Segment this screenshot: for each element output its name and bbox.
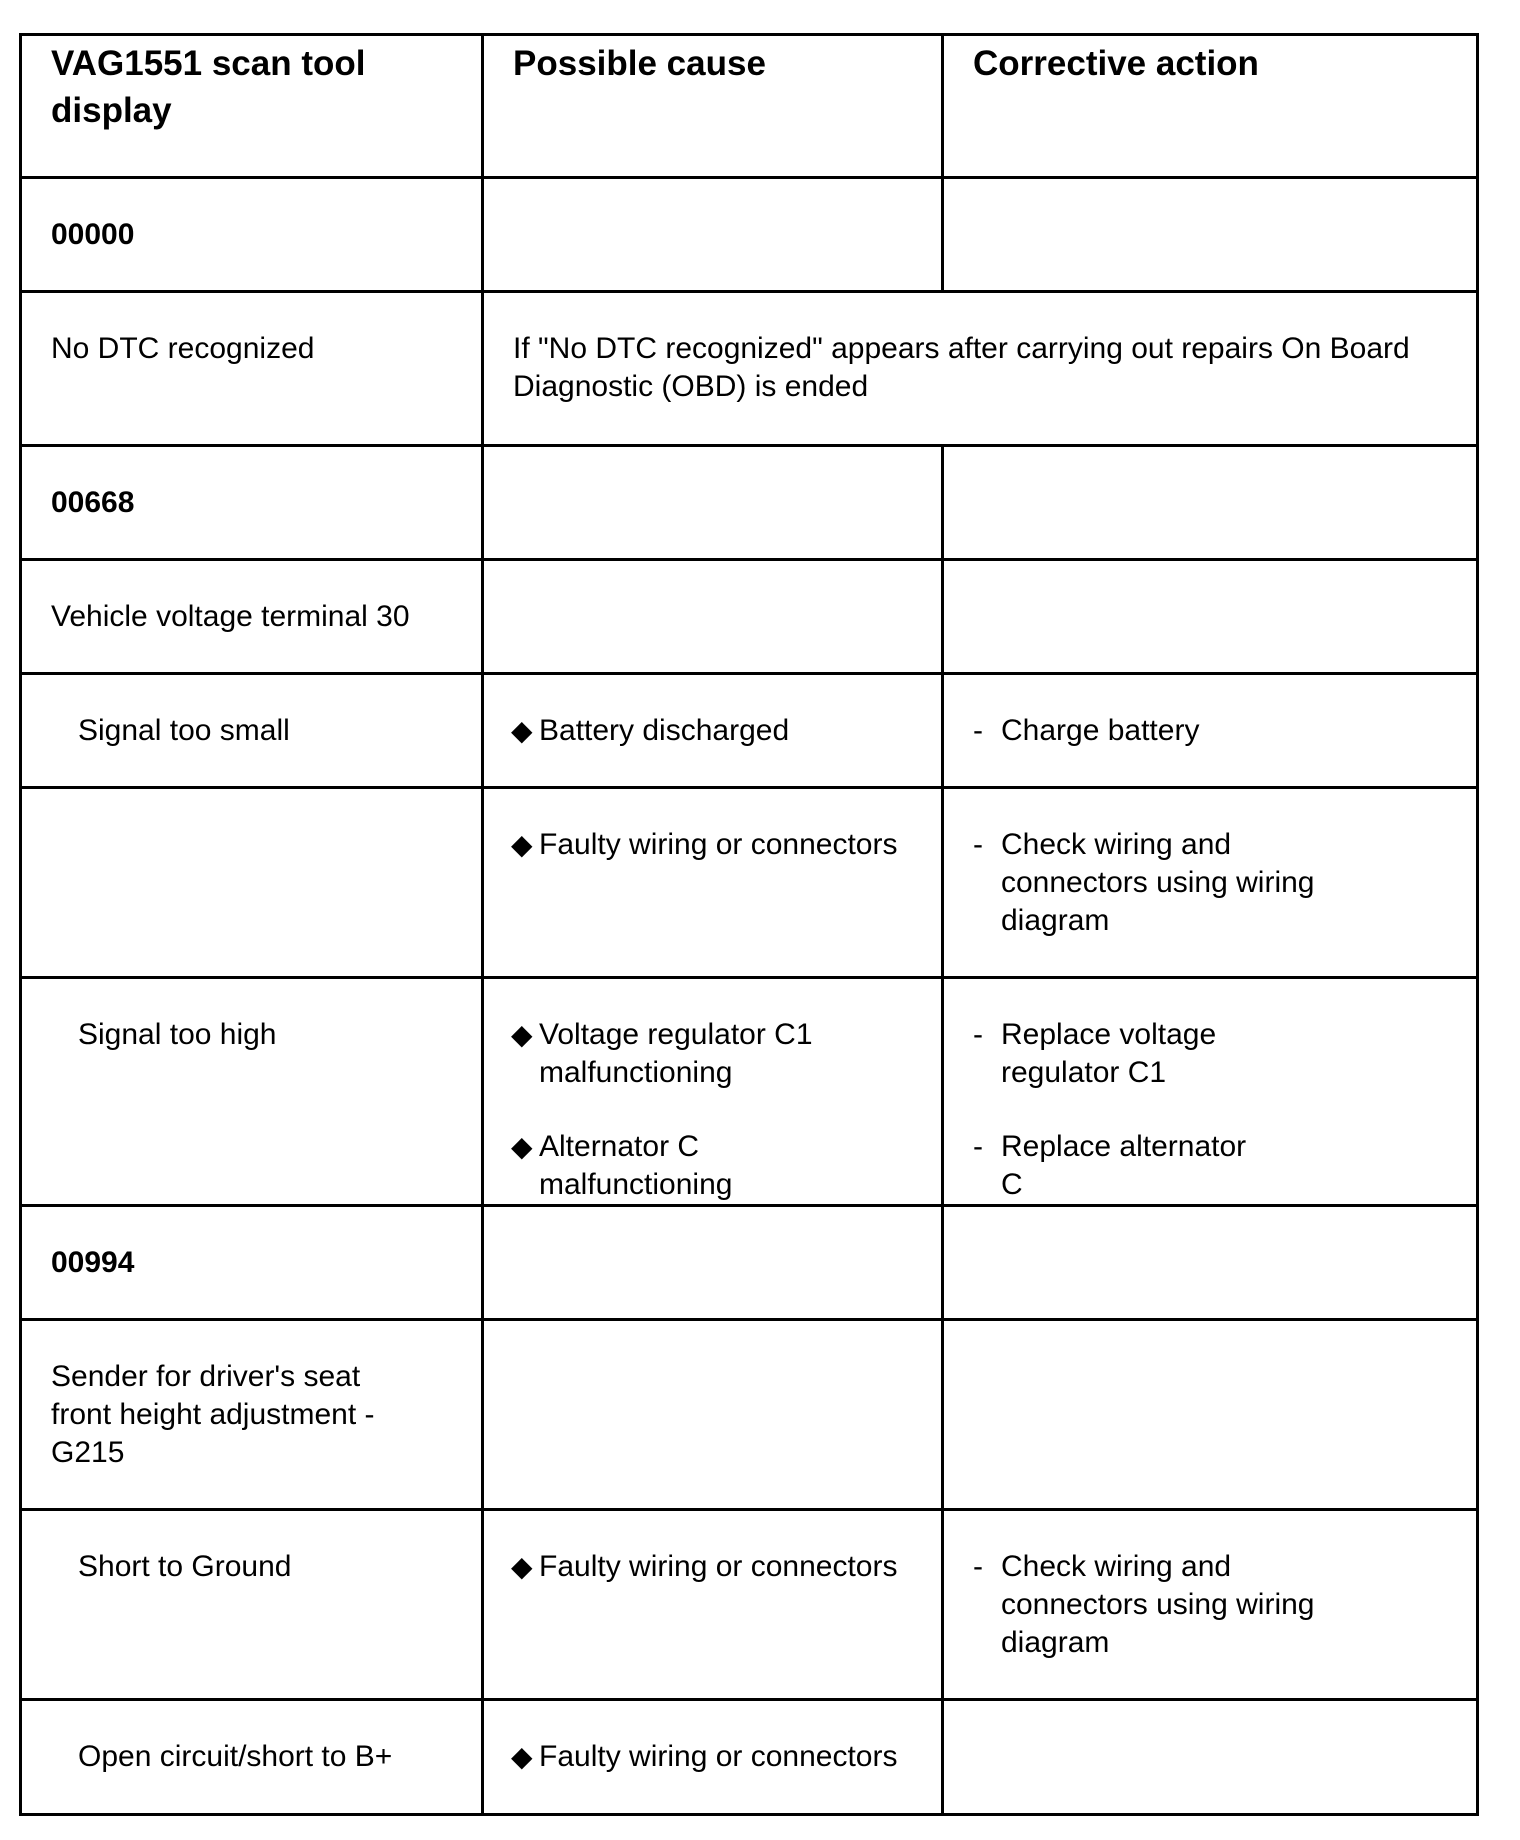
cause-cell: [483, 1700, 943, 1815]
table-row: [21, 674, 1478, 788]
action-text: Check wiring and connectors using wiring diagram: [1001, 1550, 1315, 1659]
diamond-bullet-icon: ◆: [511, 1019, 533, 1050]
display-text: Signal too high: [78, 1018, 277, 1051]
dtc-code-cell: [21, 1206, 483, 1320]
action-text: Replace voltage regulator C1: [1001, 1018, 1217, 1089]
header-col2-text: Possible cause: [513, 44, 766, 83]
table-row: [21, 178, 1478, 292]
dtc-code: 00994: [51, 1246, 135, 1279]
empty-cell: [943, 560, 1478, 674]
empty-cell: [483, 560, 943, 674]
diamond-bullet-icon: ◆: [511, 1741, 533, 1772]
dash-bullet: -: [973, 828, 983, 861]
display-cell: [21, 560, 483, 674]
empty-cell: [483, 446, 943, 560]
display-text: Open circuit/short to B+: [78, 1740, 393, 1773]
diamond-bullet-icon: ◆: [511, 1551, 533, 1582]
header-possible-cause: [483, 35, 943, 178]
table-header-row: [21, 35, 1478, 178]
dtc-code-cell: [21, 446, 483, 560]
table-row: [21, 1320, 1478, 1510]
dash-bullet: -: [973, 1130, 983, 1163]
cause-text: Battery discharged: [539, 714, 790, 747]
diamond-bullet-icon: ◆: [511, 1131, 533, 1162]
empty-cell: [483, 1206, 943, 1320]
dtc-code: 00668: [51, 486, 135, 519]
cause-text: Voltage regulator C1 malfunctioning: [539, 1018, 813, 1089]
header-col1-text: VAG1551 scan tool display: [51, 44, 366, 130]
dash-bullet: -: [973, 714, 983, 747]
display-text: Signal too small: [78, 714, 290, 747]
cause-cell: [483, 978, 943, 1206]
diamond-bullet-icon: ◆: [511, 715, 533, 746]
cause-cell: [483, 674, 943, 788]
action-text: Replace alternator C: [1001, 1130, 1247, 1201]
display-cell: [21, 1510, 483, 1700]
display-cell: [21, 292, 483, 446]
empty-cell: [21, 788, 483, 978]
header-corrective-action: [943, 35, 1478, 178]
header-scan-tool-display: [21, 35, 483, 178]
action-text: Charge battery: [1001, 714, 1200, 747]
table-row: [21, 560, 1478, 674]
action-cell: [943, 788, 1478, 978]
empty-cell: [943, 1320, 1478, 1510]
display-cell: [21, 978, 483, 1206]
cause-text: Faulty wiring or connectors: [539, 1740, 898, 1773]
empty-cell: [483, 178, 943, 292]
dtc-code-cell: [21, 178, 483, 292]
table-row: [21, 292, 1478, 446]
empty-cell: [943, 446, 1478, 560]
dtc-code: 00000: [51, 218, 135, 251]
action-cell: [943, 1510, 1478, 1700]
table-row: [21, 446, 1478, 560]
empty-cell: [483, 1320, 943, 1510]
display-cell: [21, 1320, 483, 1510]
note-cell: [483, 292, 1478, 446]
header-col3-text: Corrective action: [973, 44, 1259, 83]
action-text: Check wiring and connectors using wiring diagram: [1001, 828, 1315, 937]
table-row: [21, 1700, 1478, 1815]
table-row: [21, 1510, 1478, 1700]
table-row: [21, 978, 1478, 1206]
dash-bullet: -: [973, 1550, 983, 1583]
cause-text: Alternator C malfunctioning: [539, 1130, 733, 1201]
table-row: [21, 788, 1478, 978]
display-cell: [21, 674, 483, 788]
display-text: Vehicle voltage terminal 30: [51, 600, 410, 633]
display-text: No DTC recognized: [51, 332, 315, 365]
empty-cell: [943, 178, 1478, 292]
cause-text: Faulty wiring or connectors: [539, 1550, 898, 1583]
action-cell: [943, 978, 1478, 1206]
dtc-table: [19, 33, 1479, 1816]
display-cell: [21, 1700, 483, 1815]
display-text: Sender for driver's seat front height adjustment - G215: [51, 1360, 375, 1469]
display-text: Short to Ground: [78, 1550, 292, 1583]
cause-cell: [483, 788, 943, 978]
dash-bullet: -: [973, 1018, 983, 1051]
empty-cell: [943, 1700, 1478, 1815]
table-row: [21, 1206, 1478, 1320]
note-text: If "No DTC recognized" appears after carrying out repairs On Board Diagnostic (OBD) is ended: [513, 332, 1410, 403]
cause-text: Faulty wiring or connectors: [539, 828, 898, 861]
cause-cell: [483, 1510, 943, 1700]
action-cell: [943, 674, 1478, 788]
empty-cell: [943, 1206, 1478, 1320]
diamond-bullet-icon: ◆: [511, 829, 533, 860]
